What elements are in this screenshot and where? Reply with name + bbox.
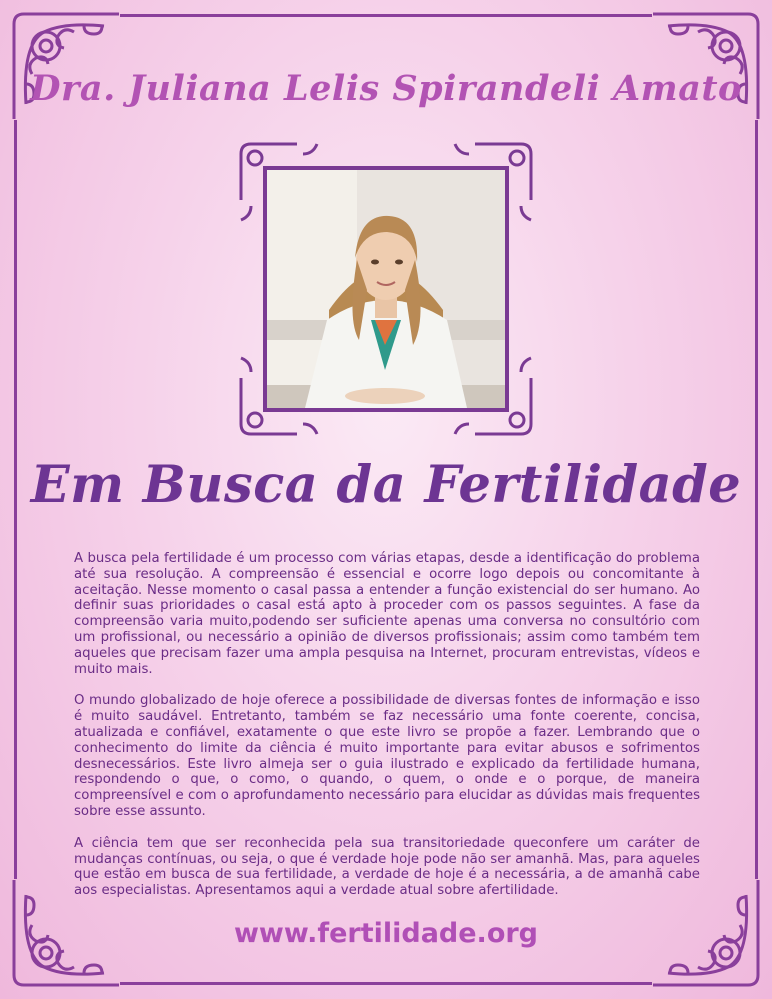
border-bottom — [120, 982, 652, 985]
website-link[interactable]: www.fertilidade.org — [233, 918, 539, 949]
portrait-image — [267, 170, 505, 408]
author-photo — [263, 166, 509, 412]
author-name: Dra. Juliana Lelis Spirandeli Amato — [30, 68, 742, 109]
photo-frame — [237, 140, 535, 438]
paragraph: A busca pela fertilidade é um processo com várias etapas, desde a identificação do problema até sua resolução. A compreensão é essencial e ocorre logo depois ou concomitante à aceitação. Nesse momento o casal passa a entender a função existencial do ser humano. Ao definir suas prioridades o casal está apto à proceder com os passos seguintes. A fase da compreensão varia muito,podendo ser suficiente apenas uma conversa no consultório com um profissional, ou necessário a opinião de diversos profissionais; assim como também tem aqueles que precisam fazer uma ampla pesquisa na Internet, procuram entrevistas, vídeos e muito mais. — [74, 551, 700, 677]
book-title: Em Busca da Fertilidade — [30, 455, 742, 515]
paragraph: A ciência tem que ser reconhecida pela sua transitoriedade queconfere um caráter de mudanças contínuas, ou seja, o que é verdade hoje pode não ser amanhã. Mas, para aqueles que estão em busca de sua fertilidade, a verdade de hoje é a necessária, a de amanhã cabe aos especialistas. Apresentamos aqui a verdade atual sobre afertilidade. — [74, 835, 700, 899]
border-top — [120, 14, 652, 17]
paragraph: O mundo globalizado de hoje oferece a possibilidade de diversas fontes de informação e isso é muito saudável. Entretanto, também se faz necessário uma fonte coerente, concisa, atualizada e confiável, exatamente o que este livro se propõe a fazer. Lembrando que o conhecimento do limite da ciência é muito importante para evitar abusos e sofrimentos desnecessários. Este livro almeja ser o guia ilustrado e explicado da fertilidade humana, respondendo o que, o como, o quando, o quem, o onde e o porque, de maneira compreensível e com o aprofundamento necessário para elucidar as dúvidas mais frequentes sobre esse assunto. — [74, 693, 700, 819]
body-text — [74, 551, 700, 915]
